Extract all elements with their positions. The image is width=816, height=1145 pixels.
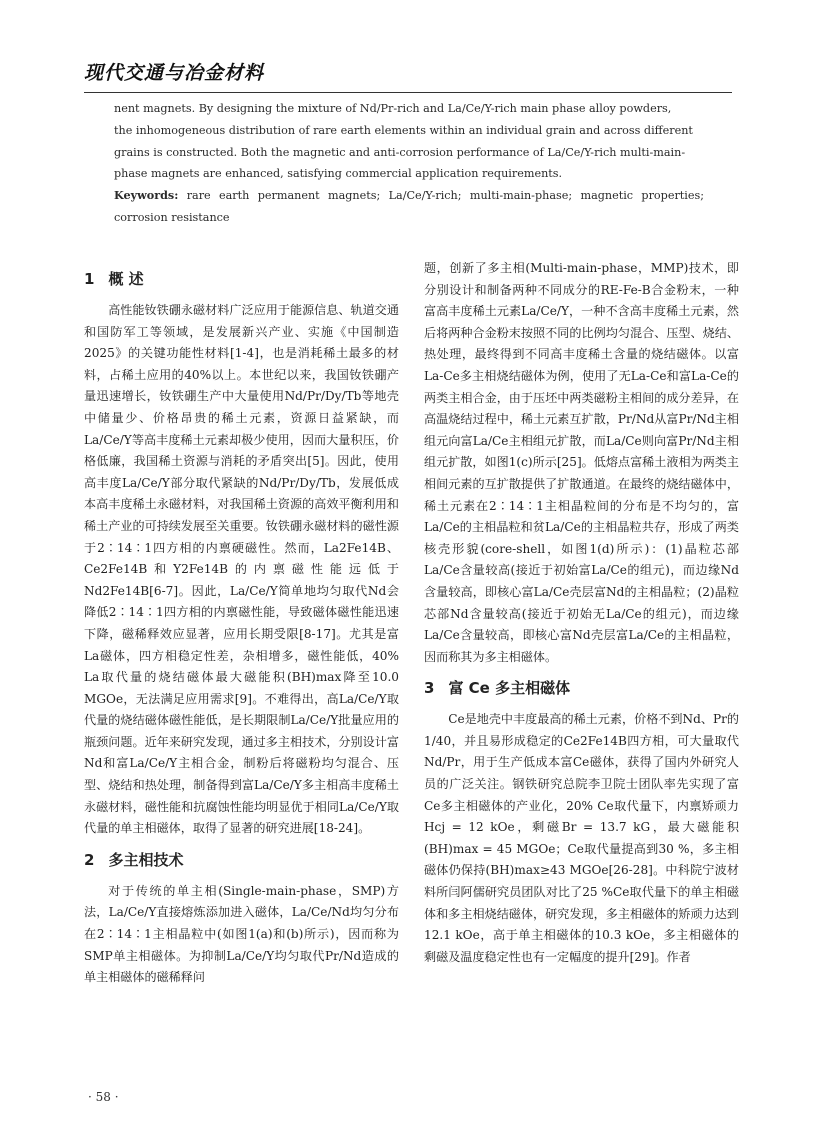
section-number: 3 [424, 679, 435, 698]
section-3-paragraph: Ce是地壳中丰度最高的稀土元素，价格不到Nd、Pr的1/40，并且易形成稳定的Ce2Fe14B四方相，可大量取代Nd/Pr，用于生产低成本富Ce磁体，获得了国内外研究人员的广泛关注。钢铁研究总院李卫院士团队率先实现了富Ce多主相磁体的产业化，20% Ce取代量下，内禀矫顽力Hcj = 12 kOe，剩磁Br = 13.7 kG，最大磁能积(BH)max = 45 MGOe；Ce取代量提高到30 %，多主相磁体仍保持(BH)max≥43 MGOe[26-28]。中科院宁波材料所闫阿儒研究员团队对比了25 %Ce取代量下的单主相磁体和多主相烧结磁体，研究发现，多主相磁体的矫顽力达到12.1 kOe，高于单主相磁体的10.3 kOe，多主相磁体的剩磁及温度稳定性也有一定幅度的提升[29]。作者 [424, 712, 739, 964]
right-column [424, 258, 739, 968]
section-1-paragraph: 高性能钕铁硼永磁材料广泛应用于能源信息、轨道交通和国防军工等领域，是发展新兴产业、实施《中国制造2025》的关键功能性材料[1-4]，也是消耗稀土最多的材料，占稀土应用的40%以上。本世纪以来，我国钕铁硼产量迅速增长，钕铁硼生产中大量使用Nd/Pr/Dy/Tb等地壳中储量少、价格昂贵的稀土元素，资源日益紧缺，而La/Ce/Y等高丰度稀土元素却极少使用，因而大量积压，价格低廉，我国稀土资源与消耗的矛盾突出[5]。因此，使用高丰度La/Ce/Y部分取代紧缺的Nd/Pr/Dy/Tb，发展低成本高丰度稀土永磁材料，对我国稀土资源的高效平衡利用和稀土产业的可持续发展至关重要。钕铁硼永磁材料的磁性源于2∶14∶1四方相的内禀硬磁性。然而，La2Fe14B、Ce2Fe14B和Y2Fe14B的内禀磁性能远低于Nd2Fe14B[6-7]。因此，La/Ce/Y简单地均匀取代Nd会降低2∶14∶1四方相的内禀磁性能，导致磁体磁性能迅速下降，磁稀释效应显著，应用长期受限[8-17]。尤其是富La磁体，四方相稳定性差，杂相增多，磁性能低，40% La取代量的烧结磁体最大磁能积(BH)max降至10.0 MGOe，无法满足应用需求[9]。不难得出，高La/Ce/Y取代量的烧结磁体磁性能低，是长期限制La/Ce/Y批量应用的瓶颈问题。近年来研究发现，通过多主相技术，分别设计富Nd和富La/Ce/Y主相合金，制粉后将磁粉均匀混合、压型、烧结和热处理，制备得到富La/Ce/Y多主相高丰度稀土永磁材料，磁性能和抗腐蚀性能均明显优于相同La/Ce/Y取代量的单主相磁体，取得了显著的研究进展[18-24]。 [84, 303, 399, 836]
keywords-text: rare earth permanent magnets; La/Ce/Y-rich; multi-main-phase; magnetic properties; corrosion resistance [114, 189, 704, 224]
section-title: 富 Ce 多主相磁体 [448, 679, 571, 698]
section-2-paragraph-continued: 题，创新了多主相(Multi-main-phase，MMP)技术，即分别设计和制备两种不同成分的RE-Fe-B合金粉末，一种富高丰度稀土元素La/Ce/Y，一种不含高丰度稀土元素，然后将两种合金粉末按照不同的比例均匀混合、压型、烧结、热处理，最终得到不同高丰度稀土含量的烧结磁体。以富La-Ce多主相烧结磁体为例，使用了无La-Ce和富La-Ce的两类主相合金，由于压坯中两类磁粉主相间的成分差异，在高温烧结过程中，稀土元素互扩散，Pr/Nd从富Pr/Nd主相组元向富La/Ce主相组元扩散，而La/Ce则向富Pr/Nd主相组元扩散，如图1(c)所示[25]。低熔点富稀土液相为两类主相间元素的互扩散提供了扩散通道。在最终的烧结磁体中，稀土元素在2∶14∶1主相晶粒间的分布是不均匀的，富La/Ce的主相晶粒和贫La/Ce的主相晶粒共存，形成了两类核壳形貌(core-shell，如图1(d)所示)：(1)晶粒芯部La/Ce含量较高(接近于初始富La/Ce的组元)，而边缘Nd含量较高，即核心富La/Ce壳层富Nd的主相晶粒；(2)晶粒芯部Nd含量较高(接近于初始无La/Ce的组元)，而边缘La/Ce含量较高，即核心富Nd壳层富La/Ce的主相晶粒，因而称其为多主相磁体。 [424, 261, 739, 664]
abstract-line: the inhomogeneous distribution of rare earth elements within an individual grain and across different [114, 123, 693, 137]
abstract-continuation [114, 98, 704, 229]
keywords [114, 185, 704, 229]
journal-logo: 现代交通与冶金材料 [84, 62, 265, 84]
section-number: 1 [84, 270, 95, 288]
keywords-label: Keywords: [114, 188, 179, 203]
abstract-line: phase magnets are enhanced, satisfying commercial application requirements. [114, 167, 563, 181]
section-2-paragraph: 对于传统的单主相(Single-main-phase，SMP)方法，La/Ce/Y直接熔炼添加进入磁体，La/Ce/Nd均匀分布在2∶14∶1主相晶粒中(如图1(a)和(b)所示)，因而称为SMP单主相磁体。为抑制La/Ce/Y均匀取代Pr/Nd造成的单主相磁体的磁稀释问 [84, 883, 399, 985]
abstract-line: grains is constructed. Both the magnetic and anti-corrosion performance of La/Ce/Y-rich multi-main- [114, 145, 686, 159]
section-heading-3 [424, 677, 739, 699]
section-heading-2 [84, 849, 399, 871]
left-column [84, 258, 399, 989]
header-rule [84, 92, 732, 93]
section-heading-1 [84, 268, 399, 290]
page-number: · 58 · [88, 1090, 119, 1104]
section-number: 2 [84, 850, 95, 869]
abstract-line: nent magnets. By designing the mixture of Nd/Pr-rich and La/Ce/Y-rich main phase alloy powders, [114, 102, 672, 115]
section-title: 概 述 [108, 270, 144, 288]
section-title: 多主相技术 [108, 850, 184, 869]
